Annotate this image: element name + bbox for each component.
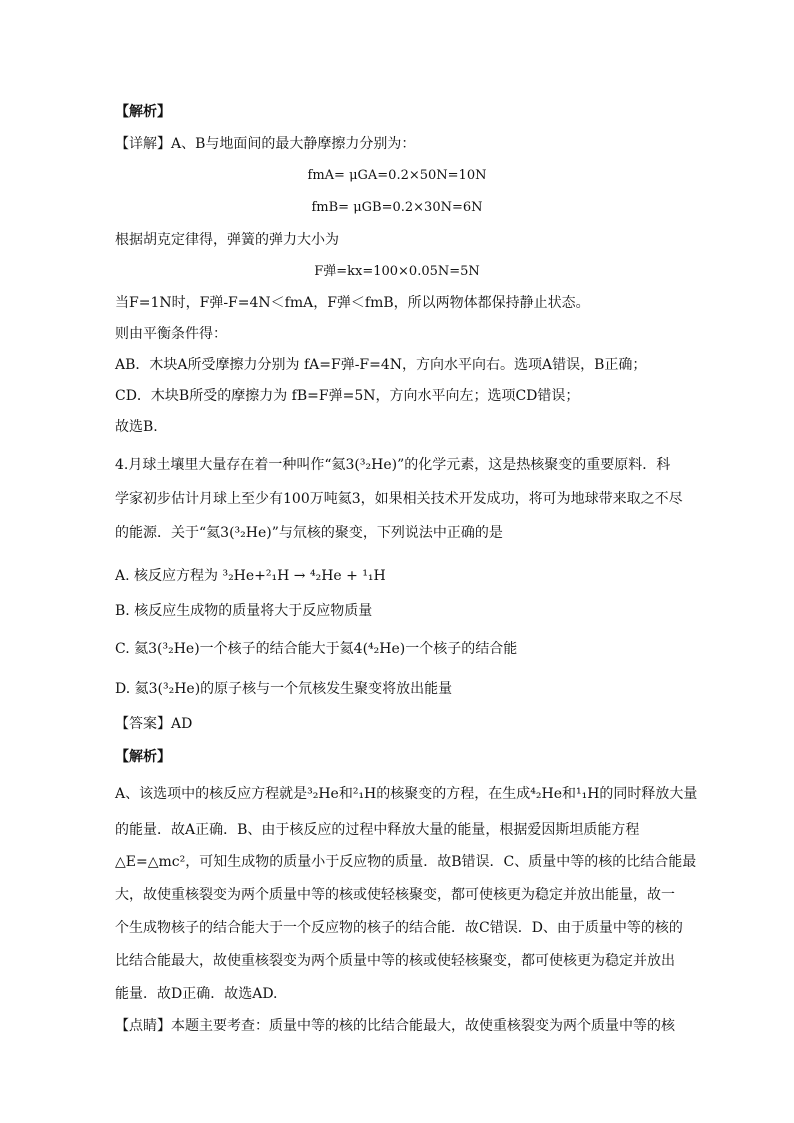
- q3-eq-b: fmB= μGB=0.2×30N=6N: [311, 200, 483, 215]
- q3-when-f: 当F=1N时，F弹-F=4N＜fmA，F弹＜fmB，所以两物体都保持静止状态。: [115, 295, 590, 311]
- q3-option-ab: AB．木块A所受摩擦力分别为 fA=F弹-F=4N，方向水平向右。选项A错误，B正确；: [115, 357, 647, 373]
- q4-stem-1: 4.月球土壤里大量存在着一种叫作“氦3(³₂He)”的化学元素，这是热核聚变的重要原料．科: [115, 457, 671, 473]
- q4-analysis-line-1: A、该选项中的核反应方程就是³₂He和²₁H的核聚变的方程，在生成⁴₂He和¹₁H的同时释放大量: [115, 786, 698, 802]
- q4-analysis-line-6: 比结合能最大，故使重核裂变为两个质量中等的核或使轻核聚变，都可使核更为稳定并放出: [115, 953, 675, 969]
- q3-analysis-heading: 【解析】: [115, 104, 171, 120]
- q4-analysis-line-5: 个生成物核子的结合能大于一个反应物的核子的结合能．故C错误．D、由于质量中等的核的: [115, 920, 683, 936]
- q4-analysis-line-2: 的能量．故A正确．B、由于核反应的过程中释放大量的能量，根据爱因斯坦质能方程: [115, 822, 640, 838]
- q3-eq-a: fmA= μGA=0.2×50N=10N: [307, 168, 487, 183]
- q4-option-b: B. 核反应生成物的质量将大于反应物质量: [115, 603, 373, 619]
- q3-eq-spring: F弹=kx=100×0.05N=5N: [314, 264, 480, 279]
- q3-hooke: 根据胡克定律得，弹簧的弹力大小为: [115, 232, 339, 248]
- q4-analysis-line-4: 大，故使重核裂变为两个质量中等的核或使轻核聚变，都可使核更为稳定并放出能量，故一: [115, 887, 675, 903]
- q3-choose: 故选B.: [115, 419, 158, 435]
- q4-option-c: C. 氦3(³₂He)一个核子的结合能大于氦4(⁴₂He)一个核子的结合能: [115, 641, 518, 657]
- q4-option-d: D. 氦3(³₂He)的原子核与一个氘核发生聚变将放出能量: [115, 681, 453, 697]
- q3-balance: 则由平衡条件得：: [115, 326, 227, 342]
- q3-option-cd: CD．木块B所受的摩擦力为 fB=F弹=5N，方向水平向左；选项CD错误；: [115, 388, 580, 404]
- q4-analysis-heading: 【解析】: [115, 749, 171, 765]
- q4-stem-3: 的能源．关于“氦3(³₂He)”与氘核的聚变，下列说法中正确的是: [115, 525, 503, 541]
- q4-analysis-line-7: 能量．故D正确．故选AD.: [115, 986, 278, 1002]
- q4-stem-2: 学家初步估计月球上至少有100万吨氦3，如果相关技术开发成功，将可为地球带来取之不尽: [115, 491, 683, 507]
- q4-answer: 【答案】AD: [115, 716, 193, 732]
- q4-option-a: A. 核反应方程为 ³₂He+²₁H → ⁴₂He + ¹₁H: [115, 568, 386, 584]
- q4-comment: 【点睛】本题主要考查：质量中等的核的比结合能最大，故使重核裂变为两个质量中等的核: [115, 1018, 675, 1034]
- q3-detail: 【详解】A、B与地面间的最大静摩擦力分别为：: [115, 136, 416, 152]
- q4-analysis-line-3: △E=△mc²，可知生成物的质量小于反应物的质量．故B错误．C、质量中等的核的比结合能最: [115, 854, 697, 870]
